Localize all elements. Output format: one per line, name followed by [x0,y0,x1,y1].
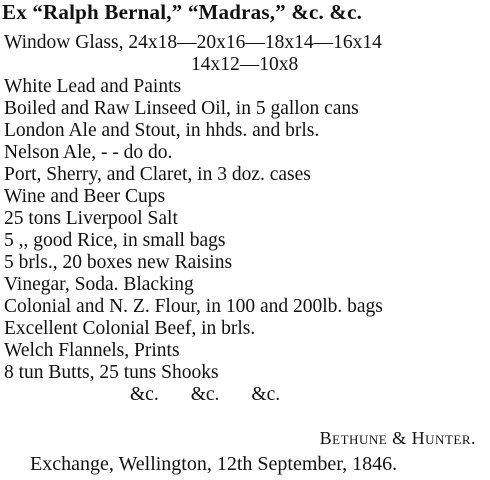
list-item-vinegar: Vinegar, Soda. Blacking [4,274,194,295]
headline: Ex “Ralph Bernal,” “Madras,” &c. &c. [2,0,363,24]
list-item-beef: Excellent Colonial Beef, in brls. [4,318,256,339]
etc-3: &c. [251,384,281,405]
dateline: Exchange, Wellington, 12th September, 1846. [30,453,398,475]
list-item-ale-stout: London Ale and Stout, in hhds. and brls. [4,120,320,141]
list-item-rice: 5 ,, good Rice, in small bags [4,230,226,251]
list-item-flannels: Welch Flannels, Prints [4,340,180,361]
etc-1: &c. [130,384,159,405]
etc-row [4,384,490,406]
etc-2: &c. [190,384,220,405]
list-item-window-glass: Window Glass, 24x18—20x16—18x14—16x14 [4,32,382,53]
list-item-salt: 25 tons Liverpool Salt [4,208,178,229]
list-item-butts: 8 tun Butts, 25 tuns Shooks [4,362,219,383]
item-list [4,32,490,406]
list-item-raisins: 5 brls., 20 boxes new Raisins [4,252,233,273]
list-item-nelson-ale: Nelson Ale, - - do do. [4,142,173,163]
signature: Bethune & Hunter. [319,428,476,448]
list-item-linseed-oil: Boiled and Raw Linseed Oil, in 5 gallon cans [4,98,359,119]
list-item-flour: Colonial and N. Z. Flour, in 100 and 200lb. bags [4,296,383,317]
list-item-window-glass-sizes: 14x12—10x8 [191,54,299,75]
list-item-wines: Port, Sherry, and Claret, in 3 doz. cases [4,164,311,185]
list-item-cups: Wine and Beer Cups [4,186,166,207]
list-item-white-lead: White Lead and Paints [4,76,182,97]
